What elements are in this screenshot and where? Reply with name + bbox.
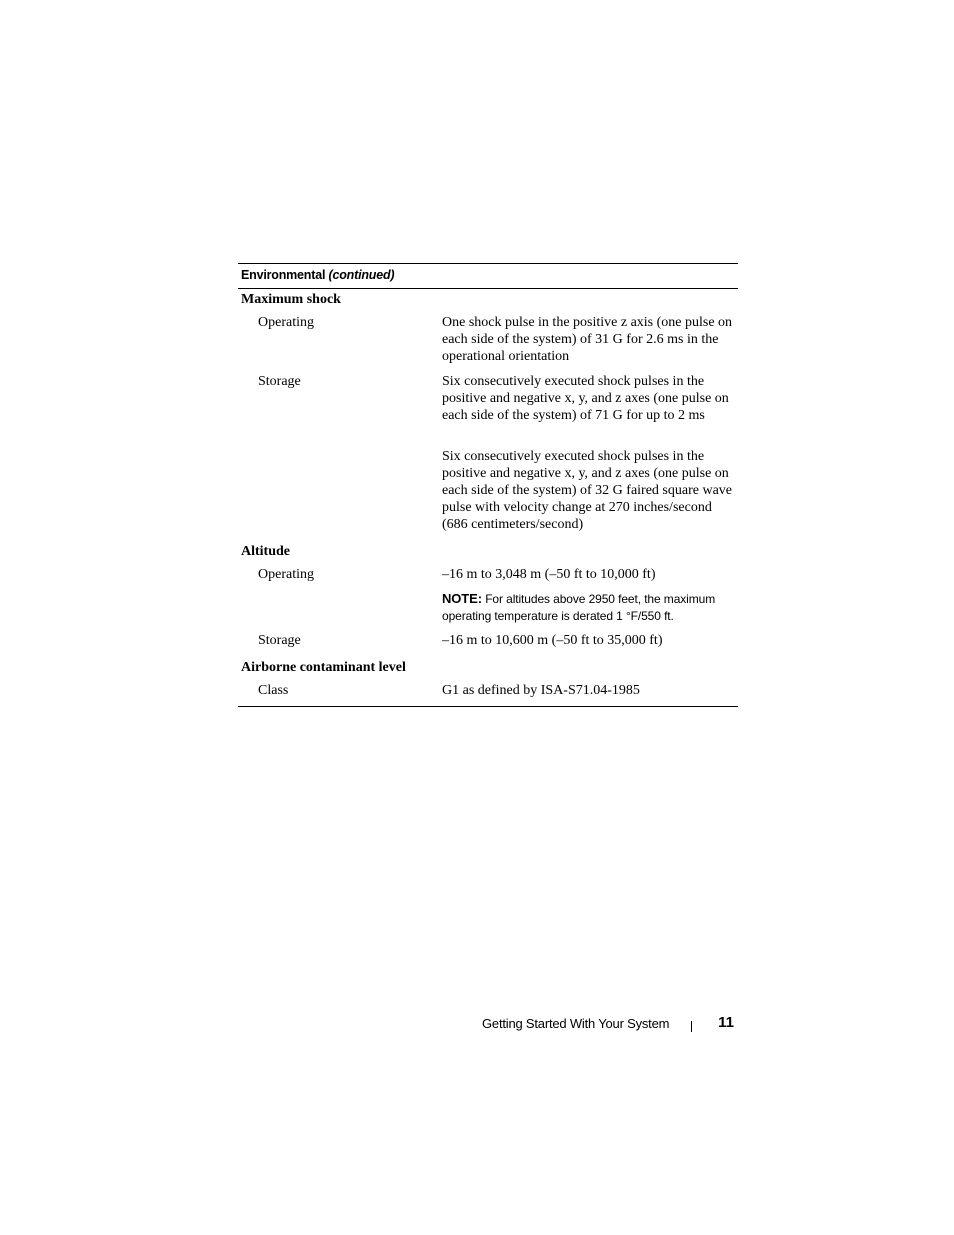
row-shock-storage xyxy=(238,373,738,448)
row-label: Storage xyxy=(258,374,301,389)
note-text: For altitudes above 2950 feet, the maximum operating temperature is derated 1 °F/550 ft. xyxy=(442,592,716,623)
row-label: Operating xyxy=(258,315,314,330)
section-airborne-contaminant: Airborne contaminant level xyxy=(241,660,406,675)
footer-separator xyxy=(691,1021,692,1032)
row-shock-storage-2 xyxy=(238,448,738,541)
row-value: Six consecutively executed shock pulses in the positive and negative x, y, and z axes (one pulse on each side of the system) of 71 G for up to 2 ms xyxy=(442,374,729,423)
section-altitude: Altitude xyxy=(241,544,290,559)
note xyxy=(442,590,738,625)
row-label: Class xyxy=(258,683,289,698)
note-label: NOTE: xyxy=(442,591,482,606)
row-altitude-storage xyxy=(238,632,738,657)
page-footer xyxy=(482,1014,734,1034)
row-value: Six consecutively executed shock pulses in the positive and negative x, y, and z axes (one pulse on each side of the system) of 32 G faired square wave pulse with velocity change at 270 inches/second (686 centimeters/second) xyxy=(442,449,733,532)
row-value: –16 m to 10,600 m (–50 ft to 35,000 ft) xyxy=(442,633,663,648)
table-header xyxy=(238,264,738,289)
table-header-continued: (continued) xyxy=(328,268,395,282)
row-value: G1 as defined by ISA-S71.04-1985 xyxy=(442,683,640,698)
page-number: 11 xyxy=(718,1014,734,1031)
row-altitude-note xyxy=(238,590,738,632)
row-label: Operating xyxy=(258,567,314,582)
environmental-table xyxy=(238,263,738,707)
row-shock-operating xyxy=(238,314,738,373)
section-maximum-shock: Maximum shock xyxy=(241,292,341,307)
table-header-title: Environmental xyxy=(241,268,326,282)
row-altitude-operating xyxy=(238,566,738,590)
footer-title: Getting Started With Your System xyxy=(482,1016,670,1031)
row-value: One shock pulse in the positive z axis (one pulse on each side of the system) of 31 G for 2.6 ms in the operational orientation xyxy=(442,315,733,364)
row-label: Storage xyxy=(258,633,301,648)
row-contaminant-class xyxy=(238,682,738,706)
row-value: –16 m to 3,048 m (–50 ft to 10,000 ft) xyxy=(442,567,656,582)
